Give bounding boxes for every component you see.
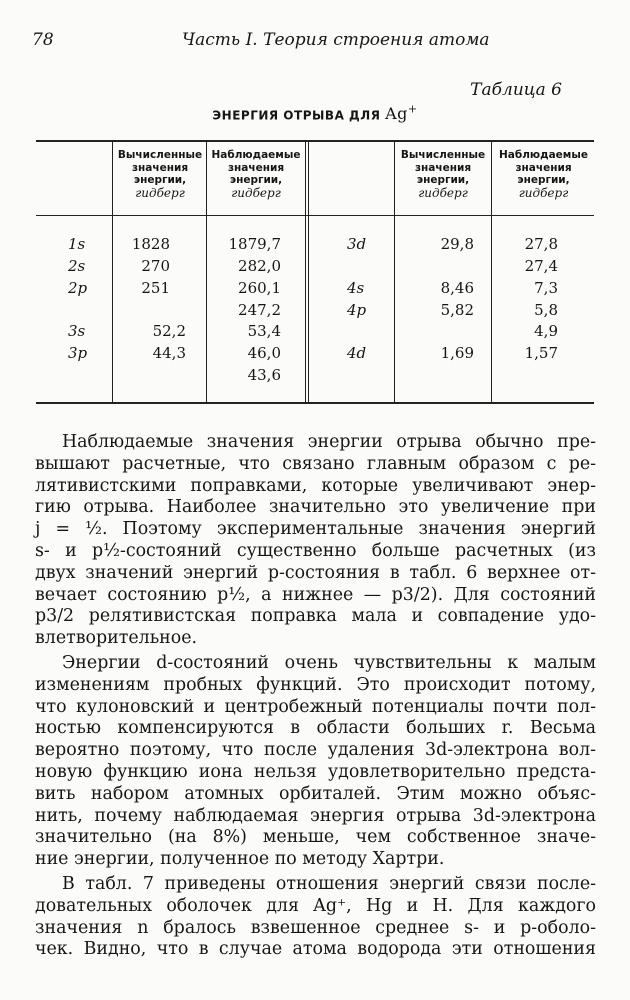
row-state: 3p bbox=[68, 344, 88, 362]
text-line: довательных оболочек для Ag⁺, Hg и H. Для каждого bbox=[35, 895, 596, 916]
text-line: s- и p½-состояний существенно больше расчетных (из bbox=[35, 540, 596, 561]
col-header-obs-right: Наблюдаемые значения энергии, гидберг bbox=[499, 149, 588, 200]
table-bottom-rule bbox=[36, 402, 594, 404]
row-obs: 27,8 bbox=[524, 235, 558, 253]
row-calc: 1,69 bbox=[440, 344, 474, 362]
text-line: В табл. 7 приведены отношения энергий связи после- bbox=[62, 873, 596, 894]
text-line: значения n бралось взвешенное среднее s- и p-оболо- bbox=[35, 917, 596, 938]
row-calc: 270 bbox=[141, 257, 170, 275]
text-line: вероятно поэтому, что после удаления 3d-электрона вол- bbox=[35, 740, 596, 761]
text-line: Наблюдаемые значения энергии отрыва обычно пре- bbox=[62, 432, 596, 452]
table-title-ion: Ag+ bbox=[385, 103, 418, 124]
table-title bbox=[0, 103, 630, 123]
page-number: 78 bbox=[32, 30, 54, 50]
text-line: вышают расчетные, что связано главным образом с ре- bbox=[35, 453, 596, 474]
text-line: ностью компенсируются в области больших r. Весьма bbox=[35, 718, 596, 739]
row-calc: 29,8 bbox=[440, 235, 474, 253]
text-line: лятивистскими поправками, которые увеличивают энер- bbox=[35, 475, 596, 496]
row-obs: 260,1 bbox=[238, 279, 281, 297]
table-number: Таблица 6 bbox=[470, 80, 562, 100]
row-state: 3s bbox=[68, 322, 86, 340]
row-obs: 46,0 bbox=[247, 344, 281, 362]
row-obs: 4,9 bbox=[534, 322, 558, 340]
row-calc: 5,82 bbox=[440, 301, 474, 319]
row-calc: 52,2 bbox=[152, 322, 186, 340]
text-line: влетворительное. bbox=[35, 628, 198, 649]
text-line: нить, почему наблюдаемая энергия отрыва 3d-электрона bbox=[35, 805, 596, 826]
row-obs: 53,4 bbox=[247, 322, 281, 340]
text-line: ние энергии, полученное по методу Хартри. bbox=[35, 849, 445, 870]
col-divider bbox=[491, 141, 492, 402]
row-obs: 5,8 bbox=[534, 301, 558, 319]
row-calc: 1828 bbox=[131, 235, 170, 253]
text-line: вить набором атомных орбиталей. Этим можно объяс- bbox=[35, 783, 596, 804]
row-obs: 27,4 bbox=[524, 257, 558, 275]
row-obs: 1,57 bbox=[524, 344, 558, 362]
row-obs: 7,3 bbox=[534, 279, 558, 297]
running-header bbox=[32, 30, 602, 54]
row-state: 2s bbox=[68, 257, 86, 275]
running-head: Часть I. Теория строения атома bbox=[182, 30, 490, 50]
col-divider bbox=[112, 141, 113, 402]
text-line: изменениям пробных функций. Это происходит потому, bbox=[35, 674, 596, 695]
row-obs: 1879,7 bbox=[228, 235, 281, 253]
row-state: 4p bbox=[347, 301, 367, 319]
table-top-rule bbox=[36, 140, 594, 142]
body-text bbox=[35, 432, 596, 961]
row-state: 4d bbox=[347, 344, 367, 362]
text-line: j = ½. Поэтому экспериментальные значения энергий bbox=[35, 519, 596, 540]
row-state: 1s bbox=[68, 235, 86, 253]
table-header-rule bbox=[36, 215, 594, 216]
col-divider-double bbox=[305, 141, 309, 402]
col-header-calc-left: Вычисленные значения энергии, гидберг bbox=[117, 149, 203, 200]
paragraph-1 bbox=[35, 432, 596, 650]
text-line: p3/2 релятивистская поправка мала и совпадение удо- bbox=[35, 606, 596, 627]
energy-table bbox=[36, 137, 594, 404]
text-line: гию отрыва. Наиболее значительно это увеличение при bbox=[35, 497, 596, 518]
row-state: 4s bbox=[347, 279, 365, 297]
row-calc: 44,3 bbox=[152, 344, 186, 362]
row-state: 2p bbox=[68, 279, 88, 297]
table-title-text: ЭНЕРГИЯ ОТРЫВА ДЛЯ bbox=[212, 108, 381, 123]
text-line: чек. Видно, что в случае атома водорода эти отношения bbox=[35, 939, 596, 960]
row-obs: 282,0 bbox=[238, 257, 281, 275]
text-line: Энергии d-состояний очень чувствительны к малым bbox=[62, 652, 596, 673]
paragraph-2 bbox=[35, 652, 596, 871]
row-calc: 251 bbox=[141, 279, 170, 297]
col-header-calc-right: Вычисленные значения энергии, гидберг bbox=[400, 149, 486, 200]
text-line: двух значений энергий p-состояния в табл. 6 верхнее от- bbox=[35, 562, 596, 583]
row-obs: 43,6 bbox=[247, 366, 281, 384]
text-line: новую функцию иона нельзя удовлетворительно предста- bbox=[35, 761, 596, 782]
paragraph-3 bbox=[35, 873, 596, 961]
row-calc: 8,46 bbox=[440, 279, 474, 297]
text-line: вечает состоянию p½, а нижнее — p3/2). Для состояний bbox=[35, 584, 596, 605]
row-state: 3d bbox=[347, 235, 367, 253]
row-obs: 247,2 bbox=[238, 301, 281, 319]
col-header-obs-left: Наблюдаемые значения энергии, гидберг bbox=[211, 149, 301, 200]
text-line: значительно (на 8%) меньше, чем собственное значе- bbox=[35, 827, 596, 848]
text-line: что кулоновский и центробежный потенциалы почти пол- bbox=[35, 696, 596, 717]
